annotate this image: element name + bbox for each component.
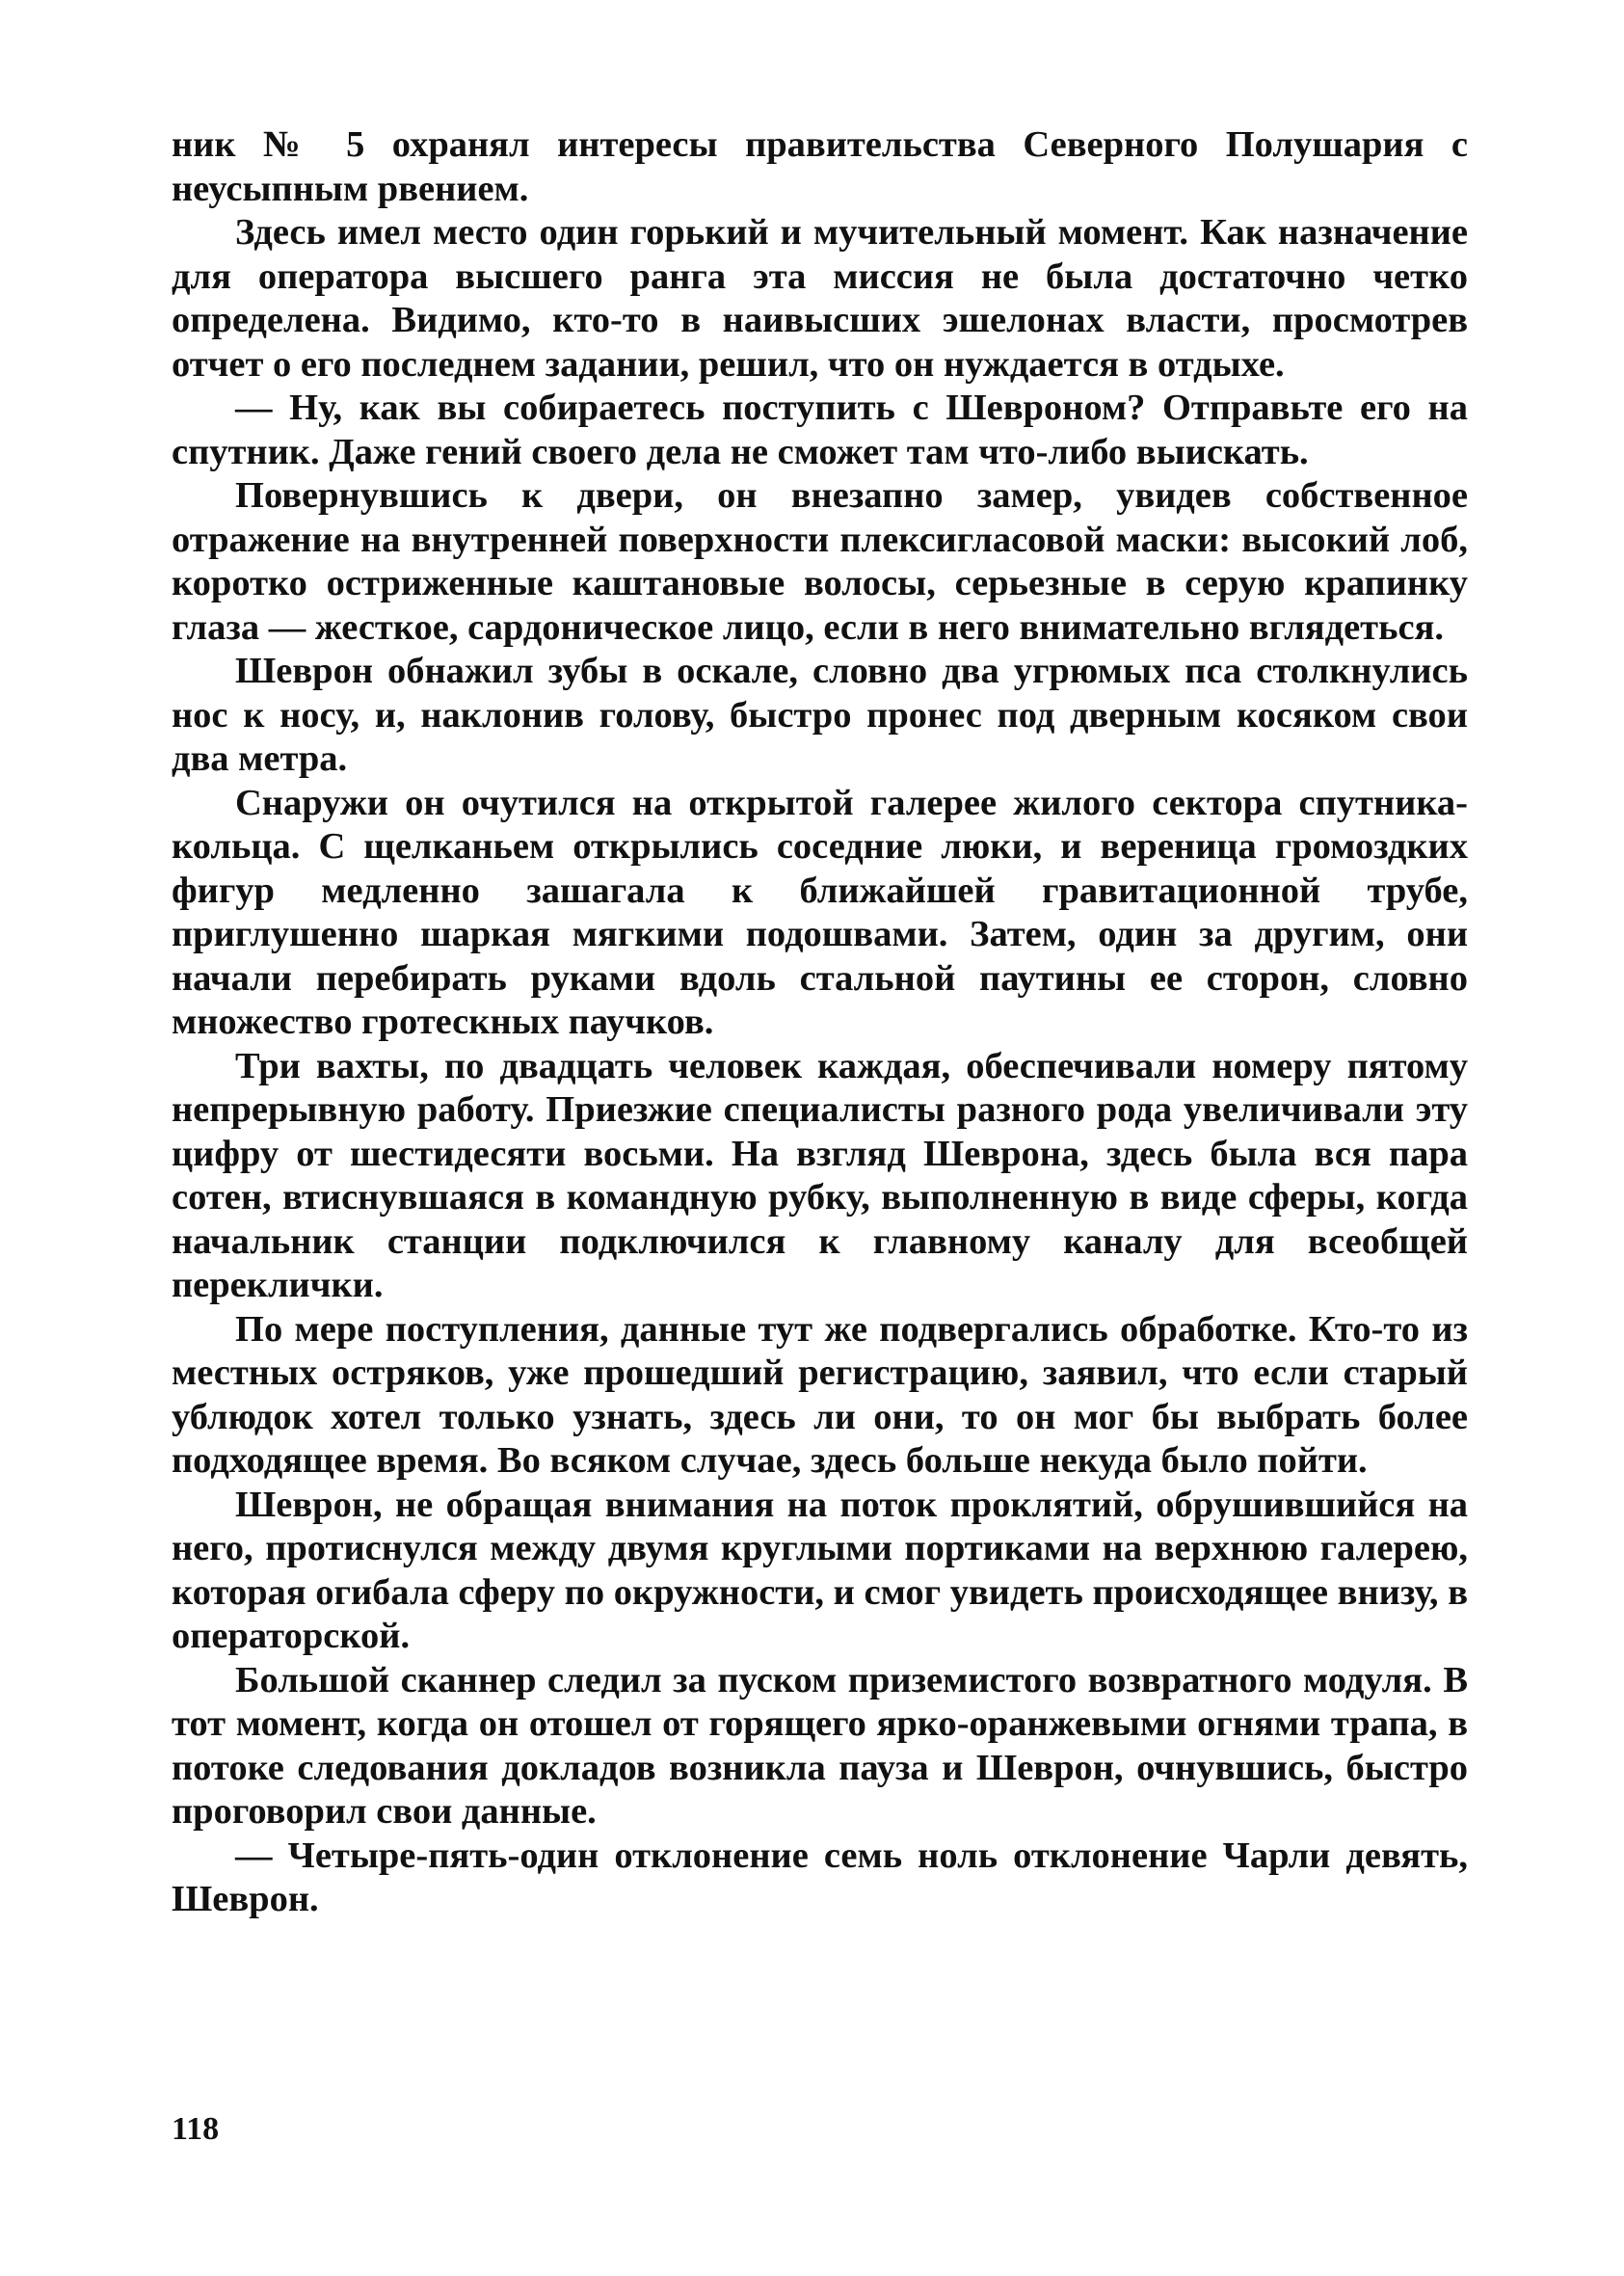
paragraph-10: Большой сканнер следил за пуском приземистого возвратного модуля. В тот момент, когда он отошел от горящего ярко-оранжевыми огнями трапа, в потоке следования докладов возникла пауза и Шеврон, очнувшись, быстро проговорил свои данные. <box>172 1659 1468 1832</box>
paragraph-8: По мере поступления, данные тут же подвергались обработке. Кто-то из местных остряков, уже прошедший регистрацию, заявил, что если старый ублюдок хотел только узнать, здесь ли они, то он мог бы выбрать более подходящее время. Во всяком случае, здесь больше некуда было пойти. <box>172 1308 1468 1481</box>
paragraph-3: — Ну, как вы собираетесь поступить с Шевроном? Отправьте его на спутник. Даже гений своего дела не сможет там что-либо выискать. <box>172 388 1468 472</box>
paragraph-6: Снаружи он очутился на открытой галерее жилого сектора спутника-кольца. С щелканьем открылись соседние люки, и вереница громоздких фигур медленно зашагала к ближайшей гравитационной трубе, приглушенно шаркая мягкими подошвами. Затем, один за другим, они начали перебирать руками вдоль стальной паутины ее сторон, словно множество гротескных паучков. <box>172 782 1468 1042</box>
paragraph-7: Три вахты, по двадцать человек каждая, обеспечивали номеру пятому непрерывную работу. Приезжие специалисты разного рода увеличивали эту цифру от шестидесяти восьми. На взгляд Шеврона, здесь была вся пара сотен, втиснувшаяся в командную рубку, выполненную в виде сферы, когда начальник станции подключился к главному каналу для всеобщей переклички. <box>172 1045 1468 1305</box>
paragraph-1: ник № 5 охранял интересы правительства Северного Полушария с неусыпным рвением. <box>172 124 1468 209</box>
paragraph-11: — Четыре-пять-один отклонение семь ноль отклонение Чарли девять, Шеврон. <box>172 1834 1468 1919</box>
paragraph-5: Шеврон обнажил зубы в оскале, словно два угрюмых пса столкнулись нос к носу, и, наклонив голову, быстро пронес под дверным косяком свои два метра. <box>172 651 1468 779</box>
page-body <box>172 123 1468 1922</box>
paragraph-9: Шеврон, не обращая внимания на поток проклятий, обрушившийся на него, протиснулся между двумя круглыми портиками на верхнюю галерею, которая огибала сферу по окружности, и смог увидеть происходящее внизу, в операторской. <box>172 1484 1468 1656</box>
paragraph-4: Повернувшись к двери, он внезапно замер, увидев собственное отражение на внутренней поверхности плексигласовой маски: высокий лоб, коротко остриженные каштановые волосы, серьезные в серую крапинку глаза — жесткое, сардоническое лицо, если в него внимательно вглядеться. <box>172 475 1468 648</box>
paragraph-2: Здесь имел место один горький и мучительный момент. Как назначение для оператора высшего ранга эта миссия не была достаточно четко определена. Видимо, кто-то в наивысших эшелонах власти, просмотрев отчет о его последнем задании, решил, что он нуждается в отдыхе. <box>172 212 1468 385</box>
page-number: 118 <box>172 2111 220 2147</box>
